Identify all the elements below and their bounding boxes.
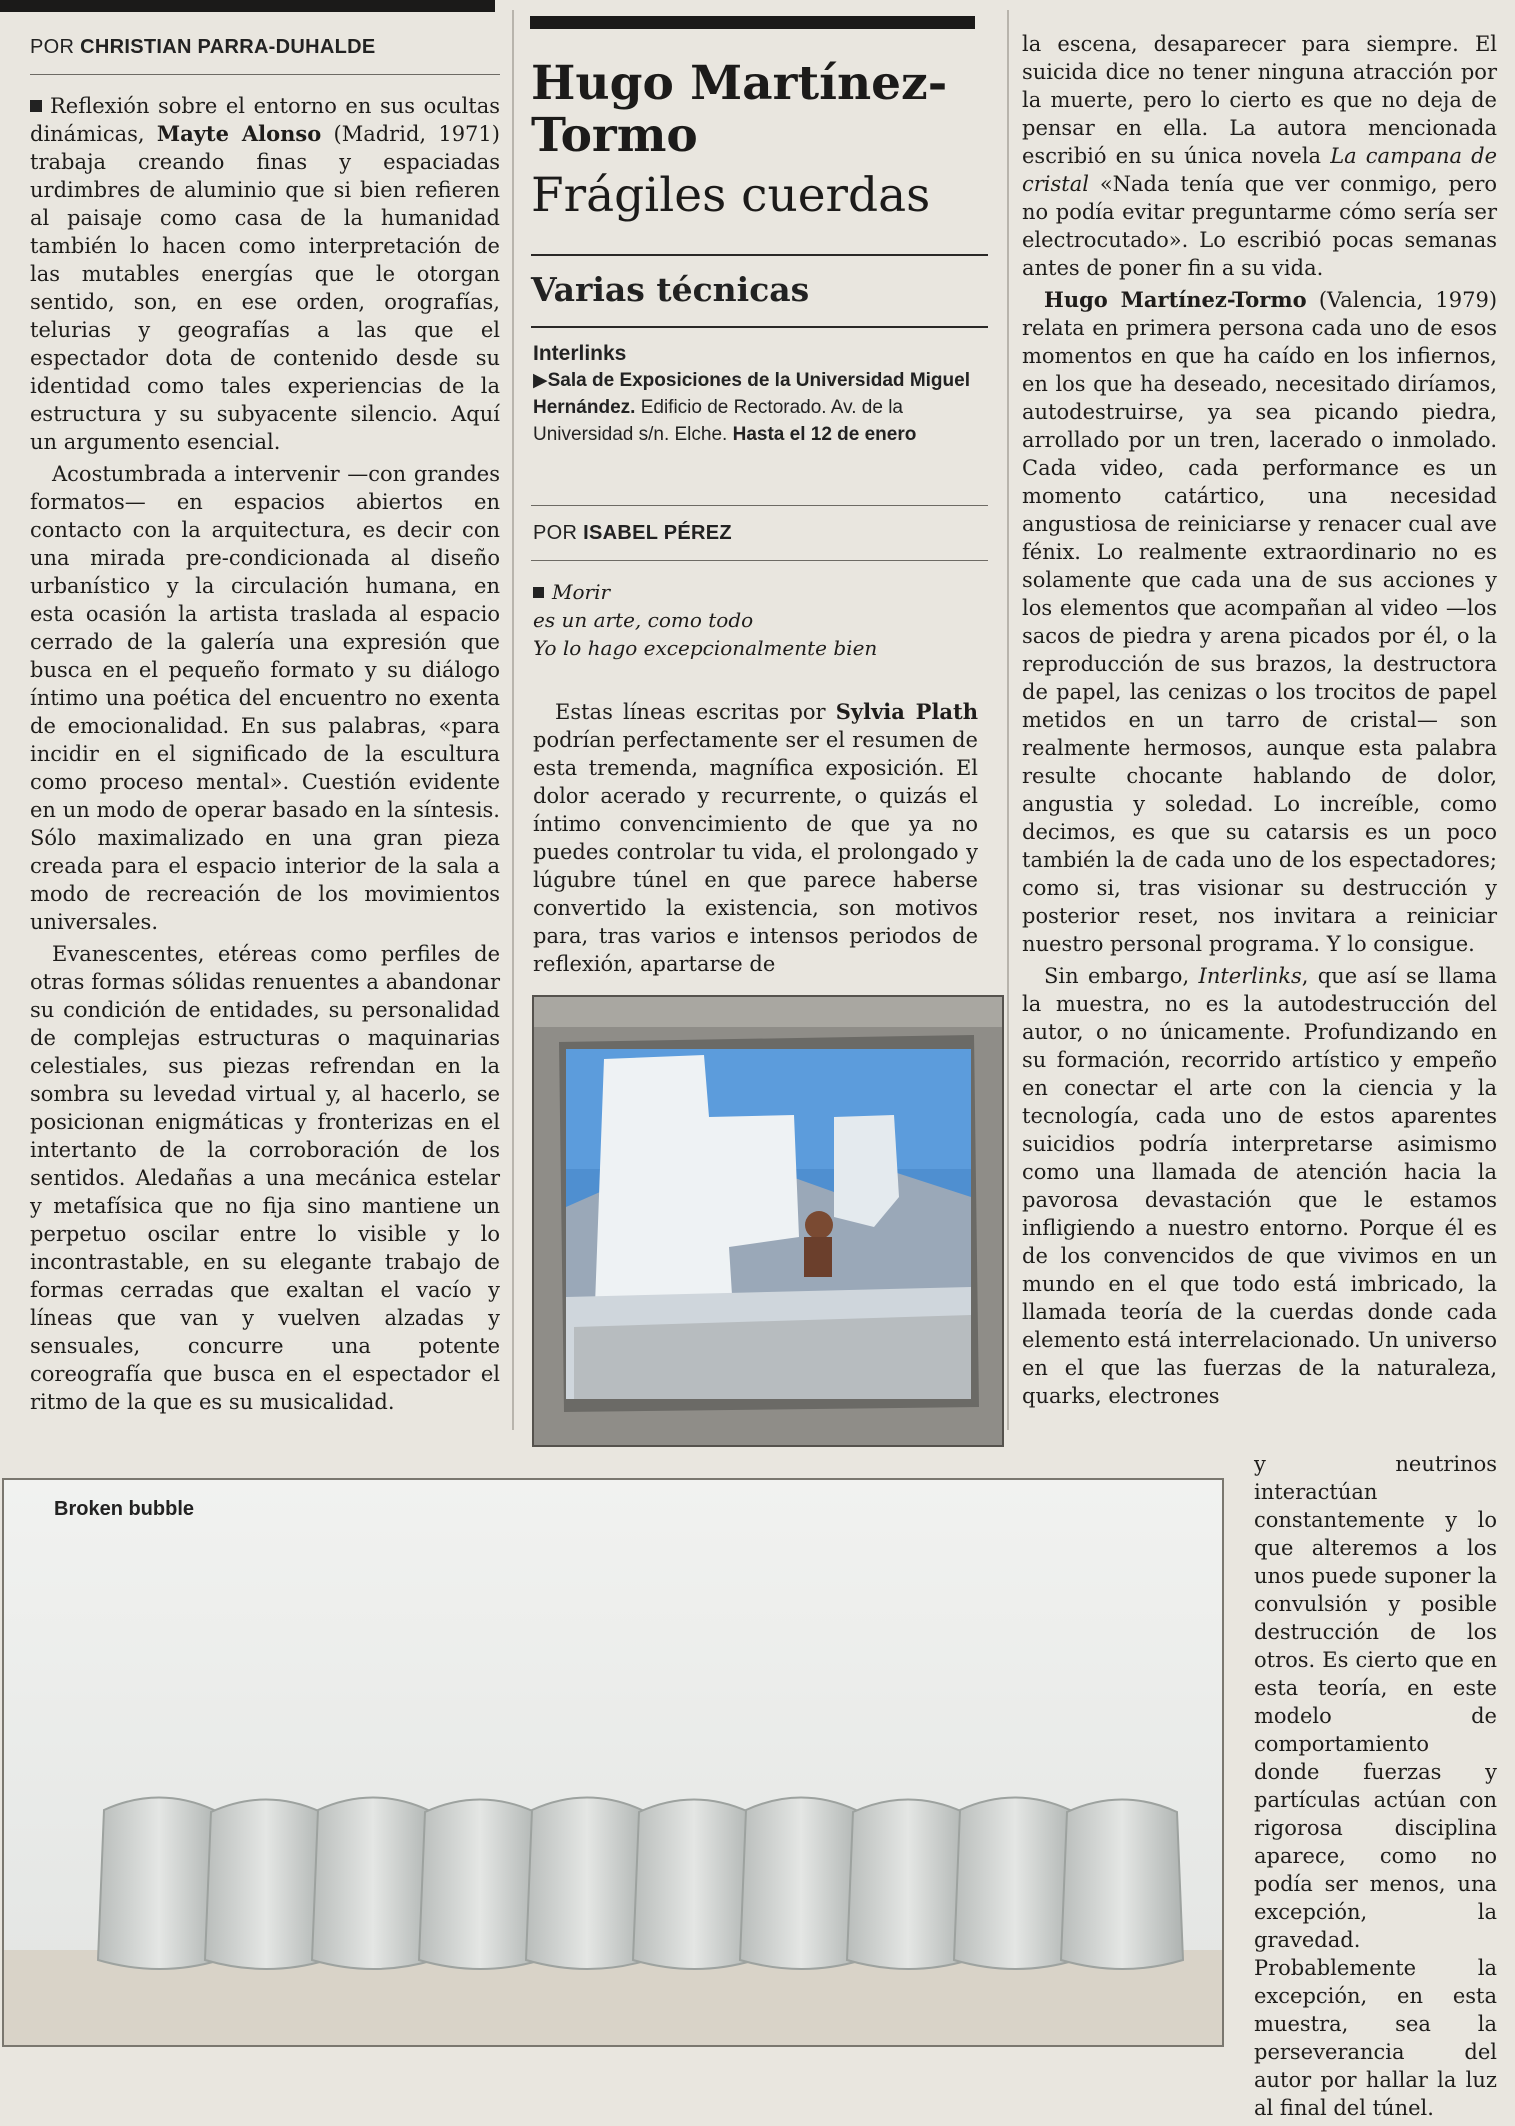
play-arrow-icon: ▶: [533, 370, 548, 391]
right-article-continued: [1254, 1450, 1497, 2126]
exhibit-title-inline: Interlinks: [1198, 964, 1302, 988]
left-byline: [30, 36, 376, 59]
paragraph: Acostumbrada a intervenir —con grandes formatos— en espacios abiertos en contacto con la arquitectura, es decir con una mirada pre-condicionada al diseño urbanístico y la circulación humana, en esta ocasión la artista traslada al espacio cerrado de la galería una expresión que busca en el pequeño formato y su diálogo íntimo una poética del encuentro no exenta de emocionalidad. En sus palabras, «para incidir en el significado de la escultura como proceso mental». Cuestión evidente en un modo de operar basado en la síntesis. Sólo maximalizado en una gran pieza creada para el espacio interior de la sala a modo de recreación de los movimientos universales.: [30, 462, 500, 934]
paragraph: Estas líneas escritas por Sylvia Plath podrían perfectamente ser el resumen de esta tremenda, magnífica exposición. El dolor acerado y recurrente, o quizás el íntimo convencimiento de que ya no puedes controlar tu vida, el prolongado y lúgubre túnel en que parece haberse convertido la existencia, son motivos para, tras varios e intensos periodos de reflexión, apartarse de: [533, 699, 978, 976]
novel-title: La campana de cristal: [1022, 144, 1497, 196]
exhibit-title: Interlinks: [533, 342, 627, 365]
paragraph: Sin embargo, Interlinks, que así se llama la muestra, no es la autodestrucción del autor, o no únicamente. Profundizando en su formación, recorrido artístico y empeño en conectar el arte con la ciencia y la tecnología, cada uno de estos aparentes suicidios podría interpretarse asimismo como una llamada de atención hacia la pavorosa devastación que le estamos infligiendo a nuestro entorno. Porque él es de los convencidos de que vivimos en un mundo en el que todo está imbricado, la llamada teoría de la cuerdas donde cada elemento está interrelacionado. Un universo en el que las fuerzas de la naturaleza, quarks, electrones: [1022, 964, 1497, 1408]
artist-name: Mayte Alonso: [156, 121, 322, 146]
left-byline-rule: [30, 74, 500, 75]
paragraph: y neutrinos interactúan constantemente y lo que alteremos a los unos puede suponer la convulsión y posible destrucción de los otros. Es cierto que en esta teoría, en este modelo de comportamiento donde fuerzas y partículas actúan con rigorosa disciplina aparece, como no podía ser menos, una excepción, la gravedad. Probablemente la excepción, en esta muestra, sea la perseverancia del autor por hallar la luz al final del túnel.: [1254, 1452, 1497, 2120]
square-bullet-icon: [30, 100, 42, 112]
column-divider-left: [512, 10, 514, 1430]
byline-prefix: POR: [533, 522, 584, 544]
section-rule-bottom: [531, 326, 988, 328]
middle-byline-rule: [531, 560, 988, 561]
section-rule-top: [531, 254, 988, 256]
middle-info-rule: [531, 505, 988, 506]
exhibit-dates: Hasta el 12 de enero: [732, 424, 917, 445]
venue: ▶Sala de Exposiciones de la Universidad Miguel Hernández. Edificio de Rectorado. Av. de la Universidad s/n. Elche. Hasta el 12 de enero: [533, 370, 970, 445]
middle-byline: [533, 522, 732, 545]
byline-prefix: POR: [30, 36, 81, 58]
paragraph: Hugo Martínez-Tormo (Valencia, 1979) relata en primera persona cada uno de esos momentos en que ha caído en los infiernos, en los que ha deseado, necesitado diríamos, autodestruirse, ya sea picando piedra, arrollado por un tren, lacerado o inmolado. Cada video, cada performance es un momento catártico, una necesidad angustiosa de reiniciarse y renacer cual ave fénix. Lo realmente extraordinario no es solamente que cada una de sus acciones y los elementos que acompañan al video —los sacos de piedra y arena picados por él, o la reproducción de sus brazos, la destructora de papel, las cenizas o los trocitos de papel metidos en un tarro de cristal— son realmente hermosos, aunque esta palabra resulte chocante hablando de dolor, angustia y soledad. Lo increíble, como decimos, es que su catarsis es un poco también la de cada uno de los espectadores; como si, tras visionar su destrucción y posterior reset, nos invitara a reiniciar nuestro personal programa. Y lo consigue.: [1022, 287, 1498, 956]
headline: Hugo Martínez-Tormo: [531, 56, 948, 163]
quoted-author: Sylvia Plath: [835, 699, 978, 724]
paragraph: la escena, desaparecer para siempre. El suicida dice no tener ninguna atracción por la muerte, pero lo cierto es que no deja de pensar en ella. La autora mencionada escribió en su única novela La campana de cristal «Nada tenía que ver conmigo, pero no podía evitar preguntarme cómo sería ser electrocutado». Lo escribió pocas semanas antes de poner fin a su vida.: [1022, 32, 1497, 280]
video-still-photo: [532, 995, 1004, 1447]
artist-name: Hugo Martínez-Tormo: [1044, 287, 1307, 312]
sandbags: [98, 1798, 1183, 1970]
exhibit-info: [533, 340, 973, 448]
middle-article-body: [533, 698, 978, 982]
broken-bubble-photo: [2, 1478, 1224, 2047]
paragraph: Reflexión sobre el entorno en sus ocultas dinámicas, Mayte Alonso (Madrid, 1971) trabaja creando finas y espaciadas urdimbres de aluminio que si bien refieren al paisaje como casa de la humanidad también lo hacen como interpretación de las mutables energías que le otorgan sentido, son, en ese orden, orografías, telurias y geografías a las que el espectador dota de contenido desde su identidad como tales experiencias de la estructura y su subyacente silencio. Aquí un argumento esencial.: [30, 94, 500, 454]
photo-caption: Broken bubble: [54, 1498, 195, 1520]
poem-quote: Morir es un arte, como todo Yo lo hago excepcionalmente bien: [533, 580, 878, 660]
square-bullet-icon: [533, 587, 544, 598]
section-title: Varias técnicas: [531, 270, 810, 309]
right-article-body: [1022, 30, 1497, 1414]
top-rule-middle: [530, 16, 975, 29]
column-divider-right: [1007, 10, 1009, 1430]
left-article-body: [30, 92, 500, 1420]
top-rule-left: [0, 0, 495, 12]
author-name: ISABEL PÉREZ: [583, 522, 732, 544]
subheadline: Frágiles cuerdas: [531, 168, 931, 223]
photo-image: [534, 997, 1002, 1445]
author-name: CHRISTIAN PARRA-DUHALDE: [80, 36, 376, 58]
paragraph: Evanescentes, etéreas como perfiles de otras formas sólidas renuentes a abandonar su condición de entidades, su personalidad de complejas estructuras o maquinarias celestiales, sus piezas refrendan en la sombra su levedad virtual y, al hacerlo, se posicionan enigmáticas y fronterizas en el intertanto de la corroboración de los sentidos. Aledañas a una mecánica estelar y metafísica que no fija sino mantiene un perpetuo oscilar entre lo visible y lo incontrastable, en su elegante trabajo de formas cerradas que exaltan el vacío y líneas que van y vuelven alzadas y sensuales, concurre una potente coreografía que busca en el espectador el ritmo de la que es su musicalidad.: [30, 942, 500, 1414]
photo-image: [4, 1480, 1222, 2045]
